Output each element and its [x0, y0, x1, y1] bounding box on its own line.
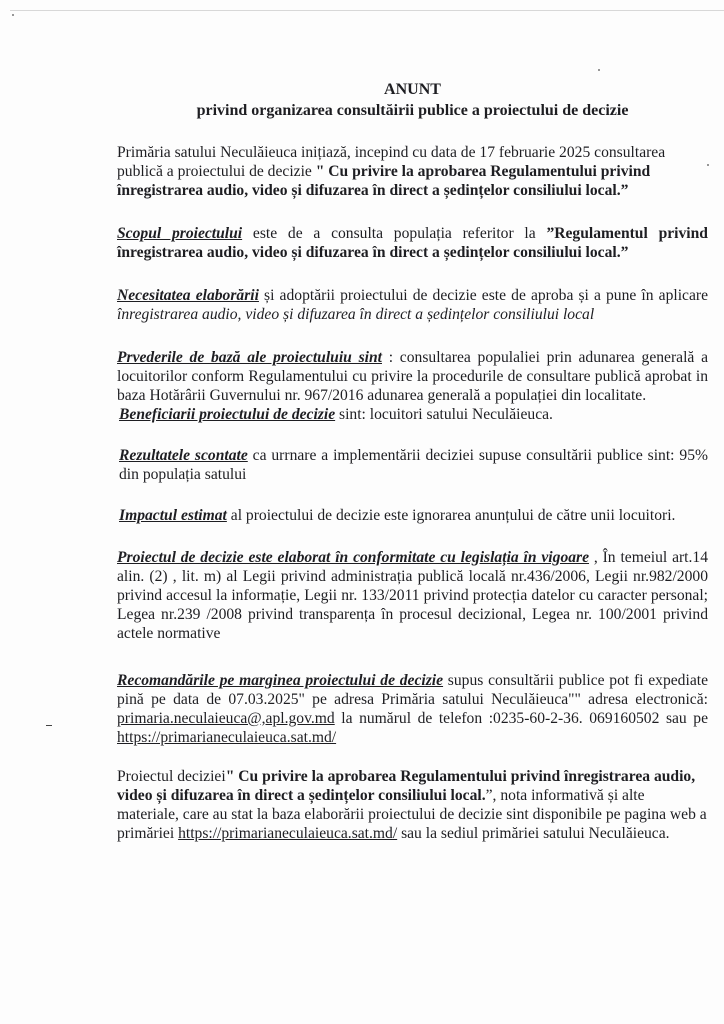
- scope-text: este de a consulta populația referitor la: [242, 225, 547, 242]
- scan-speck: [12, 14, 14, 16]
- results-label: Rezultatele scontate: [119, 447, 248, 464]
- provisions-text: : consultarea populaliei prin adunarea generală a locuitorilor conform Regulamentului cu privire la procedurile de consultare publică aprobat in baza Hotărârii Guvernului nr. 967/2016 adunarea generală a populației din localitate.: [117, 349, 708, 404]
- necessity-text: și adoptării proiectului de decizie este de aproba și a pune în aplicare: [258, 287, 708, 304]
- necessity-paragraph: [117, 286, 708, 324]
- scan-mark: [46, 725, 52, 726]
- impact-label: Impactul estimat: [119, 507, 227, 524]
- recommendations-label: Recomandările pe marginea proiectului de decizie: [117, 672, 444, 689]
- closing-paragraph: [117, 767, 708, 843]
- closing-website-link[interactable]: https://primarianeculaieuca.sat.md/: [178, 825, 398, 842]
- closing-availability-text: ”, nota informativă și alte materiale, care au stat la baza elaborării proiectului de decizie sint disponibile pe pagina web a primăriei: [117, 787, 707, 842]
- legislation-text: , În temeiul art.14 alin. (2) , lit. m) al Legii privind administrația publică locală nr.436/2006, Legii nr.982/2000 privind accesul la informație, Legii nr. 133/2011 privind protecția datelor cu caracter personal; Legea nr.239 /2008 privind transparența în procesul decizional, Legea nr. 100/2001 privind actele normative: [117, 549, 709, 642]
- beneficiaries-label: Beneficiarii proiectului de decizie: [119, 406, 336, 423]
- necessity-italic: înregistrarea audio, video și difuzarea în direct a ședințelor consiliului local: [117, 306, 595, 323]
- intro-paragraph: [117, 143, 708, 200]
- recommendations-paragraph: [117, 671, 708, 747]
- legislation-label: Proiectul de decizie este elaborat în conformitate cu legislația în vigoare: [117, 549, 590, 566]
- scan-page-edge: [10, 10, 724, 11]
- email-link[interactable]: primaria.neculaieuca@,apl.gov.md: [117, 710, 335, 727]
- provisions-paragraph: [117, 348, 708, 405]
- announcement-document: [117, 80, 708, 843]
- impact-text: al proiectului de decizie este ignorarea anunțului de către unii locuitori.: [226, 507, 676, 524]
- closing-decision-title: " Cu privire la aprobarea Regulamentului privind înregistrarea audio, video și difuzarea în direct a ședințelor consiliului local.: [117, 768, 696, 804]
- scope-paragraph: [117, 224, 708, 262]
- provisions-label: Prvederile de bază ale proiectuluiu sint: [117, 349, 382, 366]
- recommendations-text: supus consultării publice pot fi expediate pină pe data de 07.03.2025" pe adresa Primăria satului Neculăieuca"" adresa electronică:: [117, 672, 708, 708]
- results-text: ca urrnare a implementării deciziei supuse consultării publice sint: 95% din populația satului: [119, 447, 708, 483]
- document-subtitle: privind organizarea consultăirii publice a proiectului de decizie: [196, 102, 629, 119]
- closing-final-text: sau la sediul primăriei satului Neculăieuca.: [397, 825, 670, 842]
- impact-paragraph: [117, 506, 708, 525]
- document-title: ANUNT: [384, 81, 441, 98]
- necessity-label: Necesitatea elaborării: [117, 287, 259, 304]
- website-link[interactable]: https://primarianeculaieuca.sat.md/: [117, 729, 337, 746]
- results-paragraph: [117, 446, 708, 484]
- beneficiaries-paragraph: [117, 405, 708, 424]
- intro-decision-title: " Cu privire la aprobarea Regulamentului privind înregistrarea audio, video și difuzarea în direct a ședințelor consiliului local.”: [117, 163, 651, 199]
- scope-regulation-title: ”Regulamentul privind înregistrarea audio, video și difuzarea în direct a ședințelor consiliului local.”: [117, 225, 708, 261]
- scope-label: Scopul proiectului: [117, 225, 243, 242]
- legislation-paragraph: [117, 548, 708, 643]
- intro-text: Primăria satului Neculăieuca inițiază, incepind cu data de 17 februarie 2025 consultarea publică a proiectului de decizie: [117, 144, 666, 180]
- closing-text: Proiectul deciziei: [117, 768, 226, 785]
- recommendations-phone-text: la numărul de telefon :0235-60-2-36. 069160502 sau pe: [334, 710, 708, 727]
- beneficiaries-text: sint: locuitori satului Neculăieuca.: [335, 406, 553, 423]
- scan-speck: [598, 69, 600, 71]
